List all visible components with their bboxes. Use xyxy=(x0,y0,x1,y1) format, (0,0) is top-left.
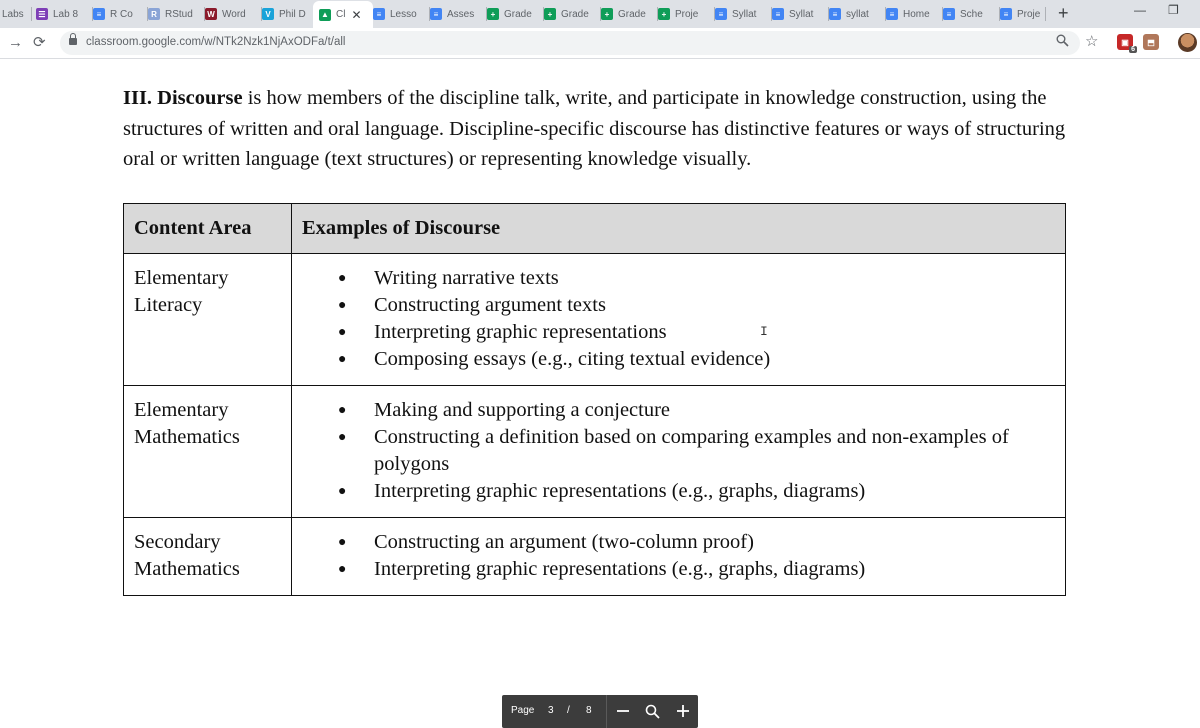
page-label: Page xyxy=(511,705,535,716)
tab-label: Syllat xyxy=(732,8,757,20)
tab-label: R Co xyxy=(110,8,133,20)
list-item: ● Writing narrative texts xyxy=(302,265,1035,292)
reload-icon[interactable]: ⟳ xyxy=(33,34,46,51)
list-item: ● Interpreting graphic representations xyxy=(302,319,1035,346)
content-area-cell: Elementary Literacy xyxy=(124,254,292,386)
url-text[interactable]: classroom.google.com/w/NTk2Nzk1NjAxODFa/t/all xyxy=(86,36,346,48)
address-bar[interactable] xyxy=(60,31,1080,55)
browser-tab[interactable] xyxy=(652,3,715,25)
browser-tab[interactable] xyxy=(313,1,373,28)
page-divider: / xyxy=(567,705,570,716)
browser-toolbar xyxy=(0,28,1200,59)
list-item: ● Constructing argument texts xyxy=(302,292,1035,319)
list-item: ● Making and supporting a conjecture xyxy=(302,397,1035,424)
tab-favicon-icon: ≡ xyxy=(772,8,784,20)
pdf-extension-icon[interactable]: ⬒ xyxy=(1143,34,1159,50)
tab-favicon-icon: ≡ xyxy=(943,8,955,20)
browser-tab[interactable] xyxy=(766,3,829,25)
examples-cell xyxy=(292,254,1066,386)
tab-label: RStud xyxy=(165,8,193,20)
header-content-area: Content Area xyxy=(124,204,292,254)
profile-avatar[interactable] xyxy=(1178,33,1197,52)
browser-tab[interactable] xyxy=(823,3,886,25)
zoom-icon[interactable] xyxy=(1056,34,1069,50)
tab-favicon-icon: ≡ xyxy=(373,8,385,20)
current-page[interactable]: 3 xyxy=(548,705,554,716)
content-area-cell: Elementary Mathematics xyxy=(124,386,292,518)
list-item: ● Constructing an argument (two-column proof) xyxy=(302,529,1035,556)
tab-label: Grade xyxy=(561,8,589,20)
tab-favicon-icon: ≡ xyxy=(715,8,727,20)
bookmark-star-icon[interactable]: ☆ xyxy=(1085,33,1099,50)
examples-cell xyxy=(292,518,1066,596)
tab-favicon-icon: ☰ xyxy=(36,8,48,20)
list-item: ● Constructing a definition based on comparing examples and non-examples of polygons xyxy=(302,424,1035,478)
tab-favicon-icon: + xyxy=(658,8,670,20)
browser-tab[interactable] xyxy=(142,3,205,25)
lock-icon xyxy=(69,38,77,45)
tab-label: Cl xyxy=(336,9,346,20)
tab-label: Home xyxy=(903,8,930,20)
tab-favicon-icon: ≡ xyxy=(430,8,442,20)
browser-tab[interactable] xyxy=(595,3,658,25)
tab-label: Syllat xyxy=(789,8,814,20)
tab-label: Lab 8 xyxy=(53,8,79,20)
tab-label: Proje xyxy=(675,8,699,20)
forward-icon[interactable]: → xyxy=(8,34,23,51)
tab-favicon-icon: ≡ xyxy=(829,8,841,20)
zoom-out-icon[interactable] xyxy=(616,701,630,721)
close-tab-icon[interactable]: ✕ xyxy=(351,7,362,22)
table-row xyxy=(124,386,1066,518)
browser-tab[interactable] xyxy=(709,3,772,25)
list-item: ● Interpreting graphic representations (e.g., graphs, diagrams) xyxy=(302,556,1035,583)
restore-button[interactable]: ❐ xyxy=(1168,3,1179,17)
table-row xyxy=(124,518,1066,596)
header-examples: Examples of Discourse xyxy=(292,204,1066,254)
tab-label: syllat xyxy=(846,8,869,20)
table-row xyxy=(124,254,1066,386)
list-item: ● Composing essays (e.g., citing textual evidence) xyxy=(302,346,1035,373)
page-navigation-bar xyxy=(502,695,698,728)
tab-label: Proje xyxy=(1017,8,1041,20)
examples-list xyxy=(302,265,1055,373)
pager-separator xyxy=(606,695,607,728)
discourse-paragraph xyxy=(123,83,1073,175)
tab-label: Word xyxy=(222,8,246,20)
tab-favicon-icon: V xyxy=(262,8,274,20)
examples-cell xyxy=(292,386,1066,518)
minimize-button[interactable]: — xyxy=(1134,3,1146,17)
tab-favicon-icon: + xyxy=(487,8,499,20)
extension-badge: 6 xyxy=(1131,46,1135,53)
tab-favicon-icon: R xyxy=(148,8,160,20)
tab-label: Asses xyxy=(447,8,475,20)
discourse-heading: III. Discourse xyxy=(123,87,243,109)
tab-favicon-icon: ≡ xyxy=(886,8,898,20)
tab-favicon-icon: ▲ xyxy=(319,9,331,21)
discourse-description: is how members of the discipline talk, write, and participate in knowledge construction, using the structures of written and oral language. Discipline-specific discourse has distinctive features or ways of structuring oral or written language (text structures) or representing knowledge visually. xyxy=(123,87,1066,170)
tab-separator xyxy=(1045,7,1046,21)
browser-tab[interactable] xyxy=(367,3,430,25)
text-cursor-icon: I xyxy=(760,324,768,339)
browser-tab[interactable] xyxy=(994,3,1046,25)
tab-favicon-icon: ≡ xyxy=(1000,8,1012,20)
tab-favicon-icon: + xyxy=(544,8,556,20)
browser-tab[interactable] xyxy=(538,3,601,25)
browser-tab[interactable] xyxy=(30,3,93,25)
browser-tab[interactable] xyxy=(481,3,544,25)
tab-label: Grade xyxy=(504,8,532,20)
browser-tab[interactable] xyxy=(199,3,262,25)
tab-favicon-icon: W xyxy=(205,8,217,20)
browser-tab[interactable] xyxy=(424,3,487,25)
browser-tab[interactable] xyxy=(0,3,32,25)
new-tab-button[interactable]: + xyxy=(1058,3,1069,23)
extension-icon[interactable]: ▣ 6 xyxy=(1117,34,1133,50)
list-item: ● Interpreting graphic representations (e.g., graphs, diagrams) xyxy=(302,478,1035,505)
tab-label: Grade xyxy=(618,8,646,20)
tab-label: Labs xyxy=(2,8,24,20)
browser-tab[interactable] xyxy=(256,3,319,25)
tab-favicon-icon: + xyxy=(601,8,613,20)
zoom-search-icon[interactable] xyxy=(645,701,660,721)
tab-label: Sche xyxy=(960,8,983,20)
tab-strip xyxy=(0,0,1200,28)
discourse-table xyxy=(123,203,1066,596)
tab-label: Phil D xyxy=(279,8,306,20)
examples-list xyxy=(302,397,1055,505)
content-area-cell: Secondary Mathematics xyxy=(124,518,292,596)
zoom-in-icon[interactable] xyxy=(676,701,690,721)
tab-favicon-icon: ≡ xyxy=(93,8,105,20)
browser-tab[interactable] xyxy=(880,3,943,25)
examples-list xyxy=(302,529,1055,583)
document-viewer xyxy=(0,59,1200,716)
table-header-row xyxy=(124,204,1066,254)
browser-tab[interactable] xyxy=(87,3,148,25)
browser-tab[interactable] xyxy=(937,3,1000,25)
total-pages: 8 xyxy=(586,705,592,716)
tab-label: Lesso xyxy=(390,8,417,20)
